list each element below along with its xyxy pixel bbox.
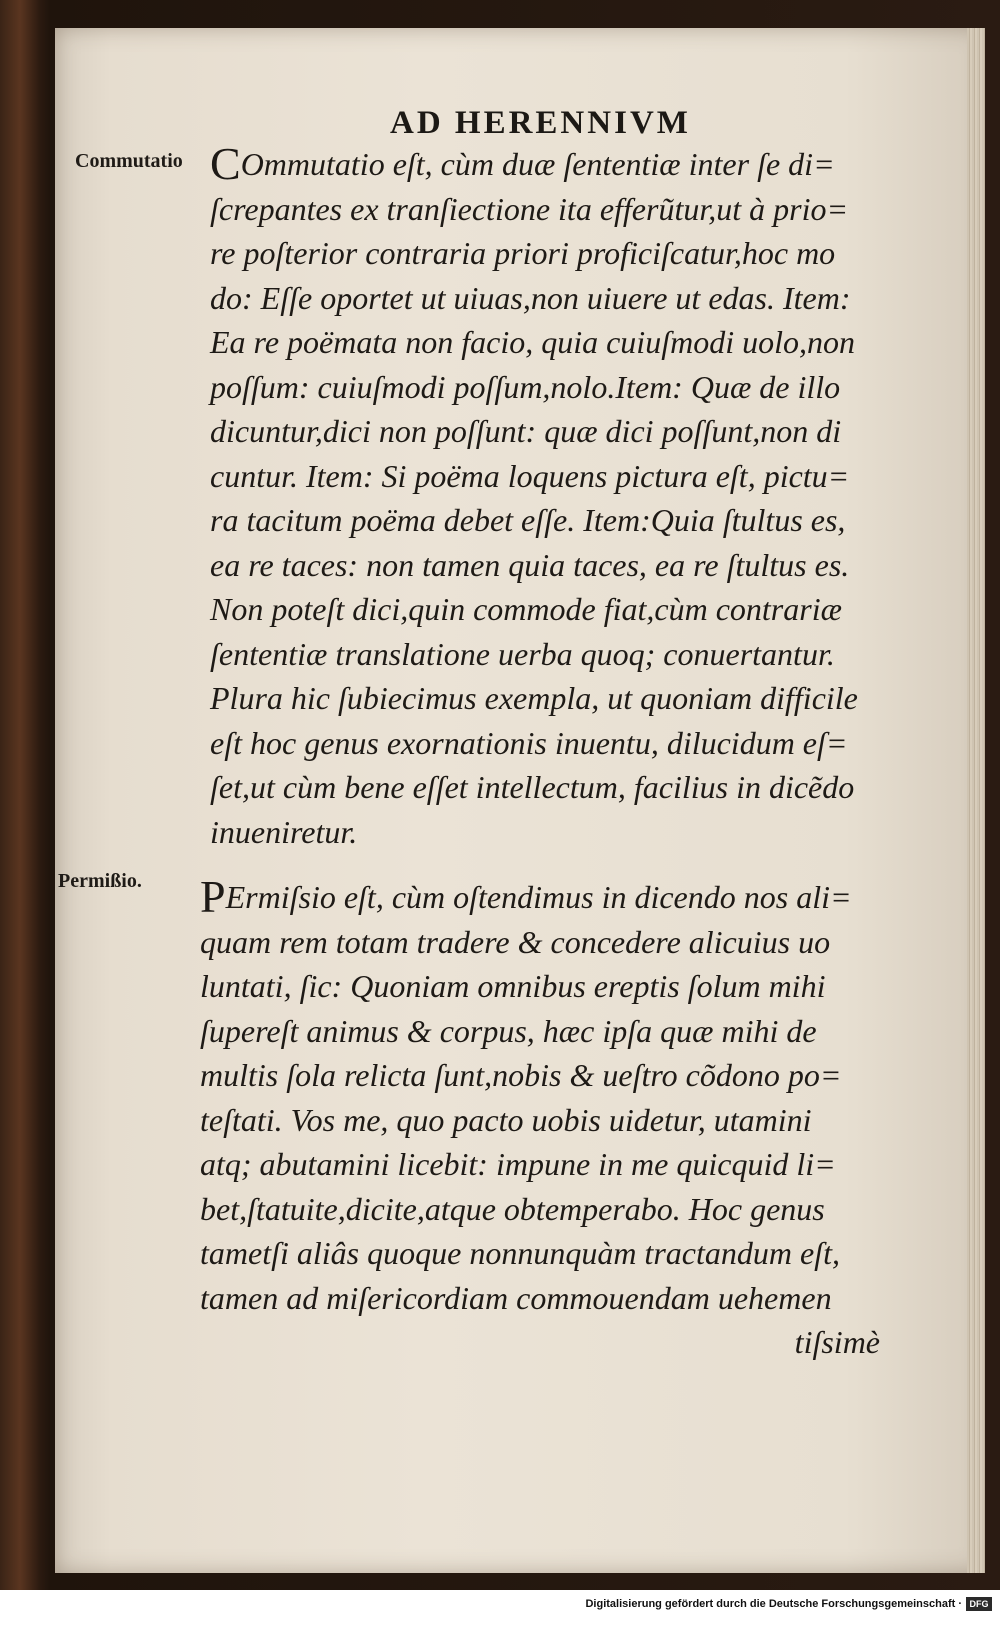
text-line: dicuntur,dici non poſſunt: quæ dici poſſunt,non di [210,413,842,449]
text-line: tametſi aliâs quoque nonnunquàm tractandum eſt, [200,1235,840,1271]
text-line: ſet,ut cùm bene eſſet intellectum, facilius in dicẽdo [210,769,855,805]
text-line: ra tacitum poëma debet eſſe. Item:Quia ſtultus es, [210,502,846,538]
text-line: tamen ad miſericordiam commouendam uehemen [200,1279,832,1316]
text-line: cuntur. Item: Si poëma loquens pictura eſt, pictu= [210,457,850,494]
catchword: tiſsimè [794,1324,880,1360]
text-line: Plura hic ſubiecimus exempla, ut quoniam difficile [210,680,858,716]
text-line: Non poteſt dici,quin commode fiat,cùm contrariæ [210,591,842,627]
marginal-note-permissio: Permißio. [58,870,142,892]
text-line: re poſterior contraria priori proficiſcatur,hoc mo [210,235,836,271]
dfg-logo: DFG [966,1597,992,1611]
text-line: COmmutatio eſt, cùm duæ ſententiæ inter ſe di= [210,138,835,189]
paragraph-commutatio [210,138,910,854]
text-line: quam rem totam tradere & concedere alicuius uo [200,923,831,960]
text-line: PErmiſsio eſt, cùm oſtendimus in dicendo nos ali= [200,871,852,922]
text-line: luntati, ſic: Quoniam omnibus ereptis ſolum mihi [200,968,826,1004]
page-edge [967,28,985,1573]
text-line: ea re taces: non tamen quia taces, ea re ſtultus es. [210,546,850,583]
running-header: AD HERENNIVM [390,105,691,141]
text-line: ſententiæ translatione uerba quoq; conuertantur. [210,635,835,672]
marginal-note-commutatio: Commutatio [75,150,183,172]
text-line: ſupereſt animus & corpus, hæc ipſa quæ mihi de [200,1012,817,1049]
text-line: poſſum: cuiuſmodi poſſum,nolo.Item: Quæ de illo [210,368,841,405]
text-line: Ea re poëmata non facio, quia cuiuſmodi uolo,non [210,324,855,360]
text-line: atq; abutamini licebit: impune in me quicquid li= [200,1146,836,1182]
text-line: inueniretur. [210,813,358,850]
text-line: ſcrepantes ex tranſiectione ita efferũtur,ut à prio= [210,190,849,227]
drop-cap: C [210,138,241,189]
funding-notice: Digitalisierung gefördert durch die Deutsche Forschungsgemeinschaft · [585,1598,962,1610]
paragraph-permissio [200,871,910,1365]
text-line: eſt hoc genus exornationis inuentu, dilucidum eſ= [210,724,848,761]
text-line: multis ſola relicta ſunt,nobis & ueſtro cõdono po= [200,1057,842,1093]
text-line: do: Eſſe oportet ut uiuas,non uiuere ut edas. Item: [210,279,851,316]
text-line: teſtati. Vos me, quo pacto uobis uidetur, utamini [200,1101,812,1138]
drop-cap: P [200,871,226,922]
text-line: bet,ſtatuite,dicite,atque obtemperabo. Hoc genus [200,1190,825,1227]
